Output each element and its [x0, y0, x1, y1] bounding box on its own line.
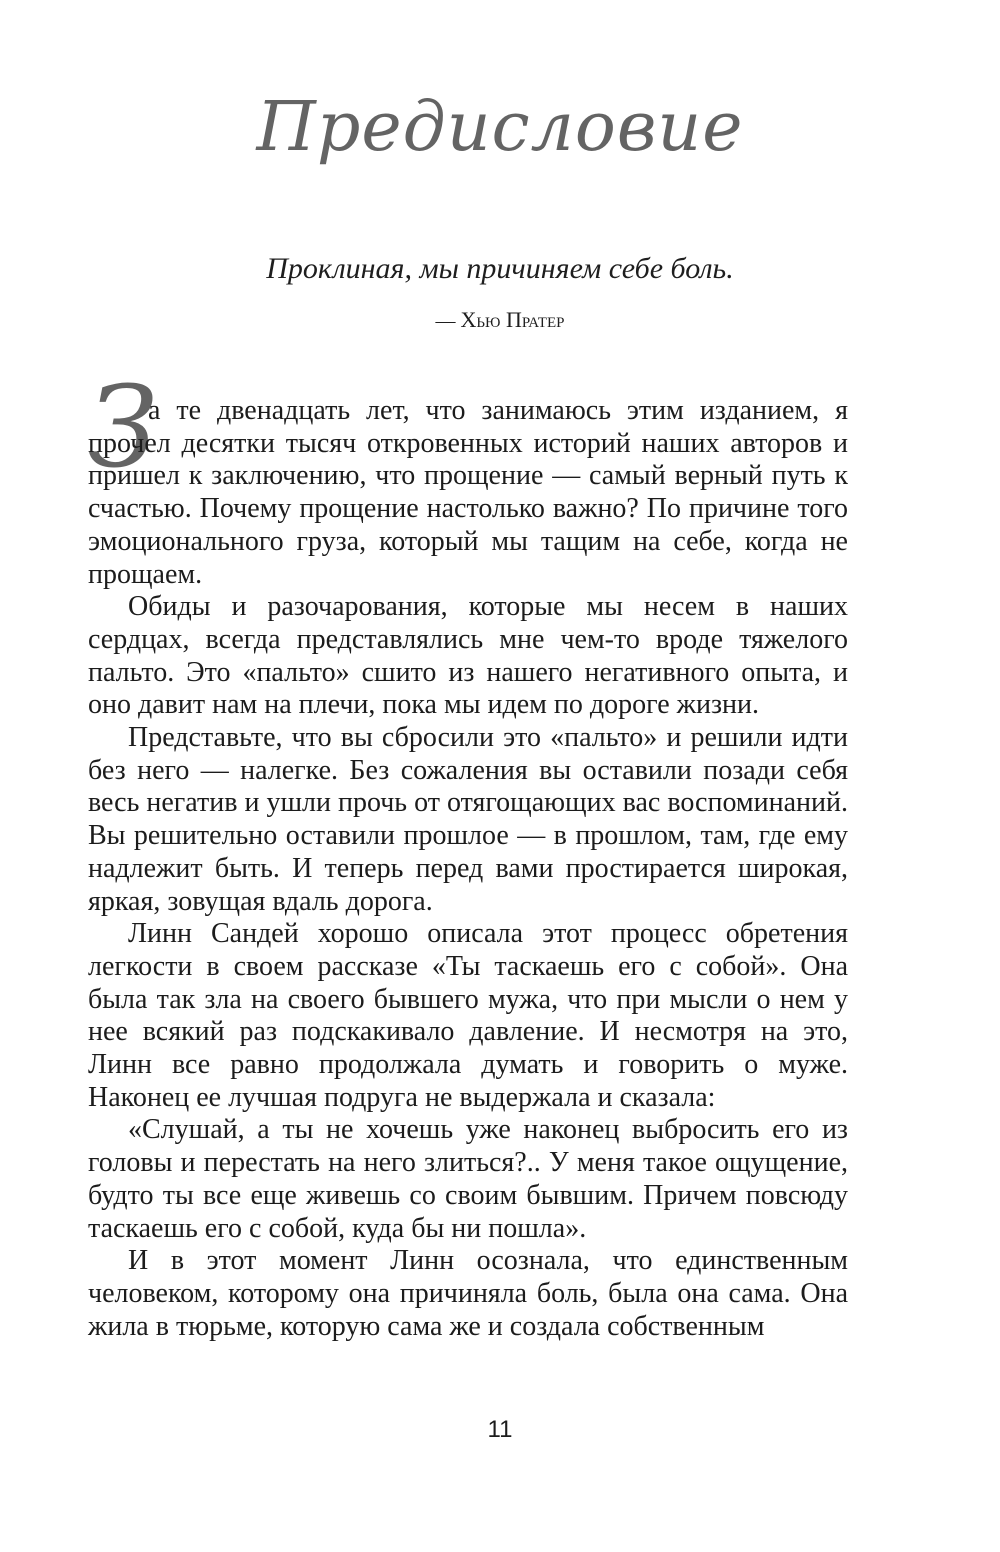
drop-cap: З	[88, 363, 158, 493]
body-text	[88, 395, 848, 1343]
epigraph-quote: Проклиная, мы причиняем себе боль.	[266, 252, 734, 285]
epigraph-author: Хью Пратер	[460, 307, 565, 332]
epigraph-attribution	[0, 307, 1000, 333]
paragraph-4: Линн Сандей хорошо описала этот процесс обретения легкости в своем рассказе «Ты таскаешь его с собой». Она была так зла на своего бывшего мужа, что при мысли о нем у нее всякий раз подскакивало давление. И несмотря на это, Линн все равно продолжала думать и говорить о муже. Наконец ее лучшая подруга не выдержала и сказала:	[88, 918, 848, 1113]
paragraph-1-rest: я прочел десятки тысяч откровенных историй наших авторов и пришел к заключению, что прощение — самый верный путь к счастью. Почему прощение настолько важно? По причине того эмоционального груза, который мы тащим на себе, когда не прощаем.	[88, 395, 849, 590]
paragraph-5: «Слушай, а ты не хочешь уже наконец выбросить его из головы и перестать на него злиться?.. У меня такое ощущение, будто ты все еще живешь со своим бывшим. Причем повсюду таскаешь его с собой, куда бы ни пошла».	[88, 1114, 848, 1244]
page-number: 11	[487, 1416, 513, 1443]
paragraph-1-first-line: а те двенадцать лет, что занимаюсь этим изданием,	[148, 395, 820, 426]
paragraph-1	[88, 395, 848, 591]
epigraph-dash: —	[435, 310, 461, 332]
chapter-title: Предисловие	[256, 88, 744, 167]
paragraph-3: Представьте, что вы сбросили это «пальто» и решили идти без него — налегке. Без сожаления вы оставили позади себя весь негатив и ушли прочь от отягощающих вас воспоминаний. Вы решительно оставили прошлое — в прошлом, там, где ему надлежит быть. И теперь перед вами простирается широкая, яркая, зовущая вдаль дорога.	[88, 722, 848, 917]
paragraph-6: И в этот момент Линн осознала, что единственным человеком, которому она причиняла боль, была она сама. Она жила в тюрьме, которую сама же и создала собственным	[88, 1245, 848, 1342]
paragraph-2: Обиды и разочарования, которые мы несем в наших сердцах, всегда представлялись мне чем-то вроде тяжелого пальто. Это «пальто» сшито из нашего негативного опыта, и оно давит нам на плечи, пока мы идем по дороге жизни.	[88, 591, 848, 721]
